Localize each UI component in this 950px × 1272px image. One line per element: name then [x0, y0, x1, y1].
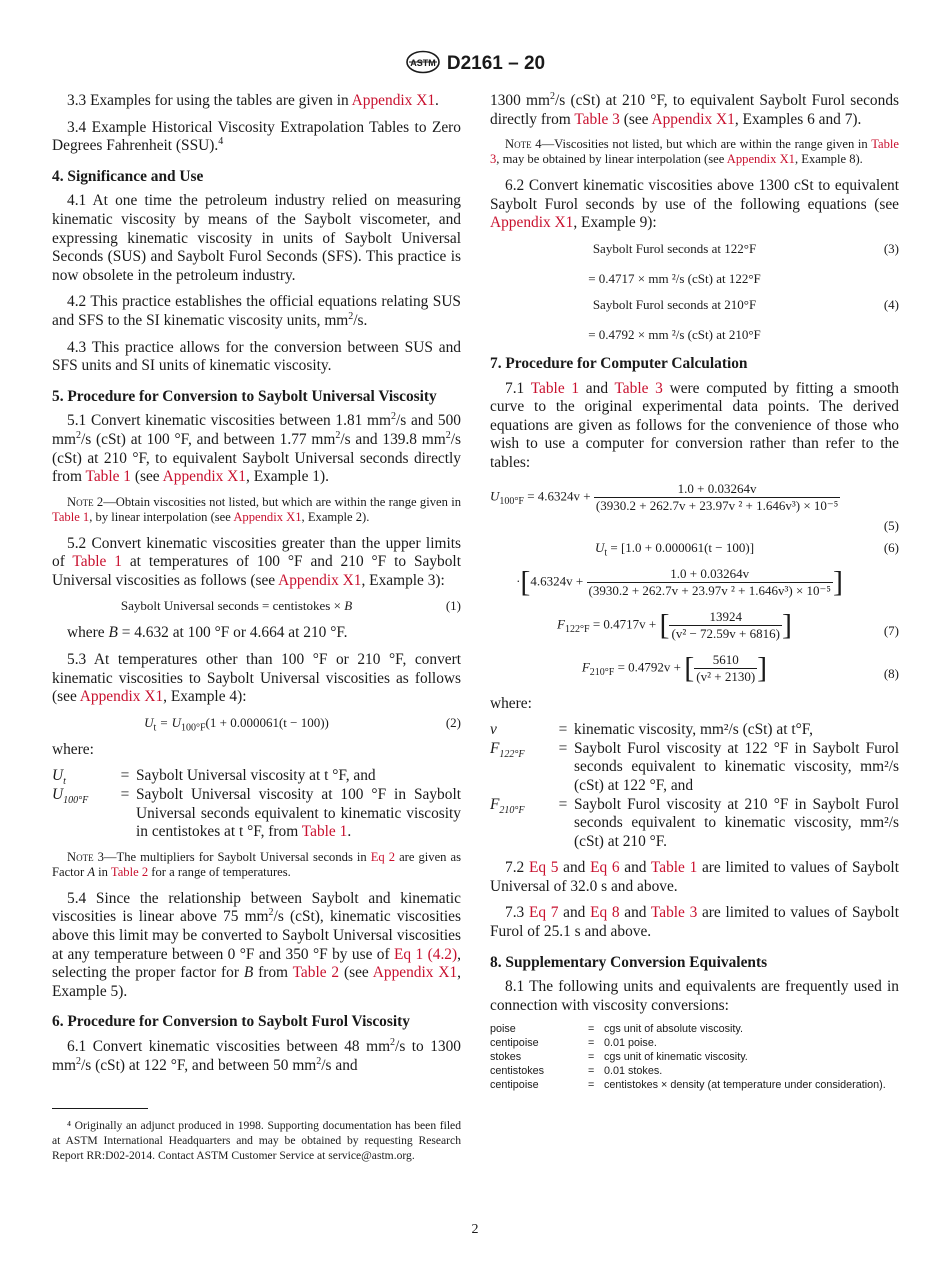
document-designation: D2161 – 20	[446, 53, 546, 74]
equation-5-number-row	[490, 518, 899, 534]
para-5-1: 5.1 Convert kinematic viscosities between 1.81 $mm^2/s$ and 500 $mm^2/s$ (cSt) at 100 °F, and between 1.77 $mm^2/s$ and 139.8 $mm^2/s$ (cSt) at 210 °F, to equivalent Saybolt Universal seconds directly from Table 1 (see Appendix X1, Example 1).	[52, 411, 461, 486]
definition-row: $F_{210^\circ F}$ = Saybolt Furol viscosity at 210 °F in Saybolt Furol seconds equivalent to kinematic viscosity, mm²/s (cSt) at 210 °F.	[490, 795, 899, 850]
section-heading-5: 5. Procedure for Conversion to Saybolt Universal Viscosity	[52, 387, 437, 405]
equation-number: (6)	[883, 539, 899, 555]
para-7-1: 7.1 Table 1 and Table 3 were computed by fitting a smooth curve to the original experimental data points. The derived equations are given as follows for the convenience of those who wish to use a computer for conversion rather than refer to the tables:	[490, 379, 899, 471]
link-appendix-x1[interactable]: Appendix X1	[726, 152, 795, 167]
para-4-2: 4.2 This practice establishes the official equations relating SUS and SFS to the SI kinematic viscosity units, $mm^2/s$.	[52, 293, 461, 329]
equation-5: $U_{100^\circ F} = 4.6324v$ + $\frac{1.0 + 0.03264v}{\text{(3930.2 + 262.7v + 23.97v ² + 1.646v³) × 10⁻⁵}}$	[490, 480, 839, 513]
definition-row: $U_t$ = Saybolt Universal viscosity at t °F, and	[52, 767, 376, 788]
footnote-4: ⁴ Originally an adjunct produced in 1998. Supporting documentation has been filed at ASTM International Headquarters and may be obtained by requesting Research Report RR:D02-2014. Contact ASTM Customer Service at service@astm.org.	[52, 1119, 461, 1162]
units-row: centipoise = 0.01 poise.	[490, 1037, 657, 1050]
section-heading-6: 6. Procedure for Conversion to Saybolt Furol Viscosity	[52, 1013, 410, 1031]
para-5-4: 5.4 Since the relationship between Saybolt and kinematic viscosities is linear above 75 $mm^2/s$ (cSt), kinematic viscosities above this limit may be converted to Saybolt Universal viscosities at any temperature between 0 °F and 350 °F by use of Eq 1 (4.2), selecting the proper factor for B from Table 2 (see Appendix X1, Example 5).	[52, 889, 462, 1000]
equation-6-continued: ·[4.6324v + $\frac{1.0 + 0.03264v}{\text{(3930.2 + 262.7v + 23.97v ² + 1.646v³) × 10⁻⁵}}$ ]	[516, 565, 843, 599]
link-appendix-x1[interactable]: Appendix X1	[233, 509, 302, 524]
para-5-3: 5.3 At temperatures other than 100 °F or 210 °F, convert kinematic viscosities to Saybolt Universal viscosities as follows (see Appendix X1, Example 4):	[52, 651, 461, 706]
definition-row: $F_{122^\circ F}$ = Saybolt Furol viscosity at 122 °F in Saybolt Furol seconds equivalent to kinematic viscosity, mm²/s (cSt) at 122 °F, and	[490, 739, 899, 794]
link-table-1[interactable]: Table 1	[650, 859, 698, 877]
note-3: Note 3—The multipliers for Saybolt Universal seconds in Eq 2 are given as Factor A in Table 2 for a range of temperatures.	[52, 849, 461, 879]
equation-number: (1)	[445, 598, 461, 614]
para-6-1: 6.1 Convert kinematic viscosities between 48 $mm^2/s$ to 1300 $mm^2/s$ (cSt) at 122 °F, and between 50 $mm^2/s$ and	[52, 1036, 461, 1074]
link-table-1[interactable]: Table 1	[52, 509, 90, 524]
equation-2: $U_t = U_{100^\circ F}(1 + 0.000061(t - 100))$ (2)	[144, 714, 461, 734]
link-eq-6[interactable]: Eq 6	[590, 859, 620, 877]
para-7-3: 7.3 Eq 7 and Eq 8 and Table 3 are limited to values of Saybolt Furol of 25.1 s and above.	[490, 904, 899, 941]
equation-number: (4)	[883, 296, 899, 312]
units-list	[490, 1023, 899, 1092]
para-4-3: 4.3 This practice allows for the conversion between SUS and SFS units and SI units of kinematic viscosity.	[52, 338, 461, 375]
definitions-list	[490, 721, 899, 851]
equation-8: $F_{210^\circ F} = 0.4792v$ + [ $\frac{5610}{\text{(v² + 2130)}}$ ] (8)	[581, 651, 899, 685]
equation-4: Saybolt Furol seconds at 210°F (4)	[592, 296, 899, 312]
link-table-3[interactable]: Table 3	[490, 137, 899, 167]
astm-logo-icon	[405, 50, 441, 74]
left-column	[52, 92, 461, 1083]
link-table-1[interactable]: Table 1	[72, 553, 122, 571]
units-row: poise = cgs unit of absolute viscosity.	[490, 1023, 744, 1036]
link-eq-8[interactable]: Eq 8	[590, 904, 620, 922]
link-table-1[interactable]: Table 1	[85, 468, 132, 486]
link-eq-5[interactable]: Eq 5	[528, 859, 559, 877]
units-row: centistokes = 0.01 stokes.	[490, 1064, 663, 1077]
where-label: where:	[490, 694, 532, 712]
link-appendix-x1[interactable]: Appendix X1	[490, 214, 574, 232]
equation-6: $U_t = [1.0 + 0.000061(t - 100)]$ (6)	[594, 539, 899, 559]
section-heading-4: 4. Significance and Use	[52, 167, 204, 185]
link-table-1[interactable]: Table 1	[530, 379, 580, 397]
note-4: Note 4—Viscosities not listed, but which are within the range given in Table 3, may be obtained by linear interpolation (see Appendix X1, Example 8).	[490, 137, 899, 167]
definitions-list	[52, 767, 461, 841]
footnote-rule	[52, 1108, 148, 1109]
link-eq-7[interactable]: Eq 7	[528, 904, 559, 922]
units-row: stokes = cgs unit of kinematic viscosity.	[490, 1051, 748, 1064]
equation-number: (2)	[445, 714, 461, 730]
right-column	[490, 92, 899, 1092]
para-7-2: 7.2 Eq 5 and Eq 6 and Table 1 are limited to values of Saybolt Universal of 32.0 s and above.	[490, 859, 899, 895]
link-table-3[interactable]: Table 3	[614, 379, 663, 397]
para-4-1: 4.1 At one time the petroleum industry relied on measuring kinematic viscosity by means of the Saybolt viscometer, and expressing kinematic viscosity in units of Saybolt Universal Seconds (SUS) and Saybolt Furol Seconds (SFS). This practice is now obsolete in the petroleum industry.	[52, 192, 461, 284]
units-row: centipoise = centistokes × density (at temperature under consideration).	[490, 1078, 886, 1091]
link-appendix-x1[interactable]: Appendix X1	[162, 468, 246, 486]
note-2: Note 2—Obtain viscosities not listed, but which are within the range given in Table 1, by linear interpolation (see Appendix X1, Example 2).	[52, 494, 461, 524]
page-header	[0, 50, 950, 75]
link-section-4-2[interactable]: (4.2)	[427, 945, 458, 963]
equation-3-value: = 0.4717 × mm ²/s (cSt) at 122°F	[588, 270, 761, 286]
link-appendix-x1[interactable]: Appendix X1	[351, 92, 436, 109]
link-eq-1[interactable]: Eq 1	[394, 945, 424, 963]
link-table-3[interactable]: Table 3	[650, 904, 698, 922]
equation-1: Saybolt Universal seconds = centistokes × B (1)	[120, 598, 461, 614]
link-table-1[interactable]: Table 1	[301, 823, 348, 841]
equation-4-value: = 0.4792 × mm ²/s (cSt) at 210°F	[588, 326, 761, 342]
equation-number: (5)	[883, 517, 899, 533]
link-appendix-x1[interactable]: Appendix X1	[651, 110, 735, 128]
definition-row: v = kinematic viscosity, mm²/s (cSt) at t°F,	[490, 721, 813, 739]
link-appendix-x1[interactable]: Appendix X1	[372, 964, 458, 982]
para-6-1-continued: 1300 $mm^2/s$ (cSt) at 210 °F, to equivalent Saybolt Furol seconds directly from Table 3 (see Appendix X1, Examples 6 and 7).	[490, 90, 899, 128]
link-eq-2[interactable]: Eq 2	[370, 849, 396, 864]
para-3-4: 3.4 Example Historical Viscosity Extrapolation Tables to Zero Degrees Fahrenheit (SSU).$^4$	[52, 118, 461, 155]
equation-number: (3)	[883, 240, 899, 256]
logo-text: ASTM	[410, 58, 436, 68]
section-heading-7: 7. Procedure for Computer Calculation	[490, 354, 748, 372]
equation-3: Saybolt Furol seconds at 122°F (3)	[592, 240, 899, 256]
link-table-2[interactable]: Table 2	[110, 864, 149, 879]
section-heading-8: 8. Supplementary Conversion Equivalents	[490, 953, 768, 971]
para-3-3: 3.3 Examples for using the tables are given in Appendix X1.	[67, 92, 439, 109]
link-table-3[interactable]: Table 3	[574, 110, 620, 128]
link-table-2[interactable]: Table 2	[292, 964, 340, 982]
page-number: 2	[471, 1222, 479, 1237]
link-appendix-x1[interactable]: Appendix X1	[79, 688, 164, 706]
equation-7: $F_{122^\circ F} = 0.4717v$ + [ $\frac{13924}{\text{(v² − 72.59v + 6816)}}$ ] (7)	[557, 608, 899, 642]
link-appendix-x1[interactable]: Appendix X1	[278, 571, 362, 589]
where-b: where B = 4.632 at 100 °F or 4.664 at 210 °F.	[67, 624, 348, 642]
where-label: where:	[52, 740, 94, 758]
definition-row: $U_{100^\circ F}$ = Saybolt Universal viscosity at 100 °F in Saybolt Universal seconds equivalent to kinematic viscosity in centistokes at t °F, from Table 1.	[52, 786, 461, 841]
equation-number: (8)	[883, 665, 899, 681]
para-6-2: 6.2 Convert kinematic viscosities above 1300 cSt to equivalent Saybolt Furol seconds by use of the following equations (see Appendix X1, Example 9):	[490, 177, 899, 232]
para-8-1: 8.1 The following units and equivalents are frequently used in connection with viscosity conversions:	[490, 978, 899, 1014]
para-5-2: 5.2 Convert kinematic viscosities greater than the upper limits of Table 1 at temperatures of 100 °F and 210 °F to Saybolt Universal viscosities as follows (see Appendix X1, Example 3):	[52, 534, 461, 589]
equation-number: (7)	[883, 622, 899, 638]
